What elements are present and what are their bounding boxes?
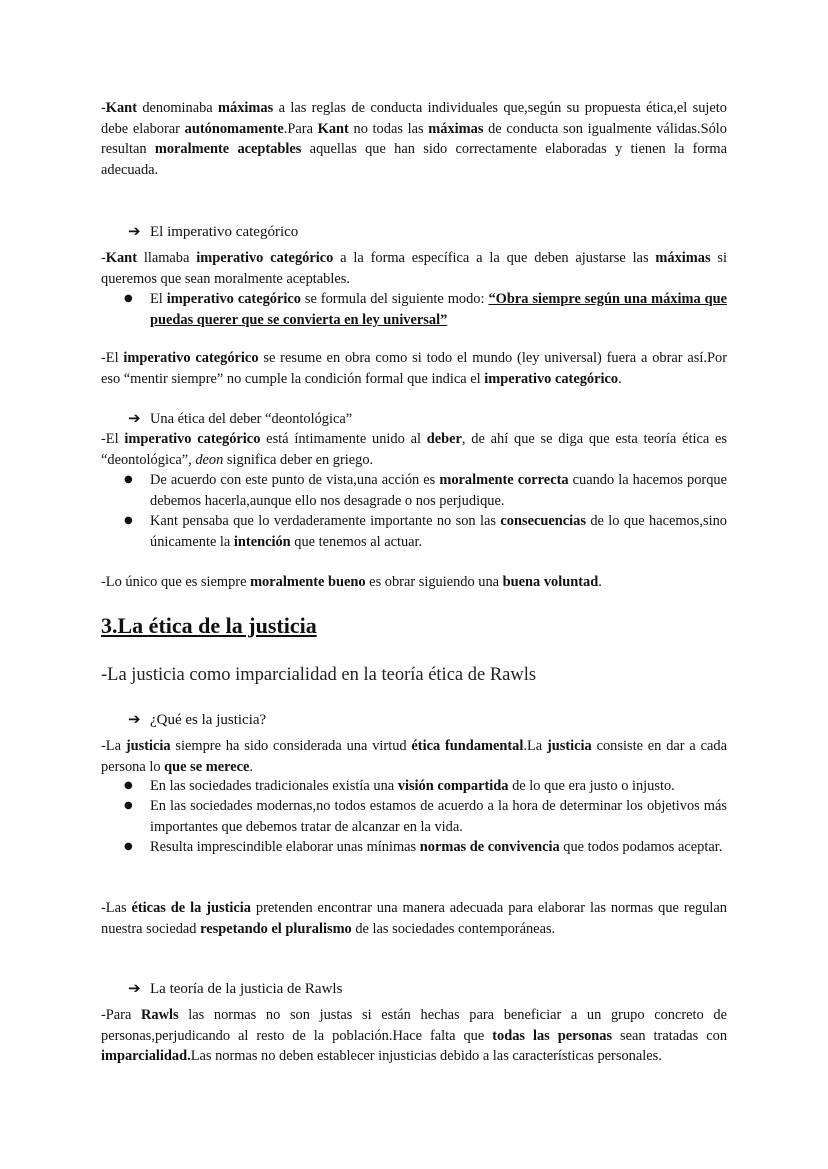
bullet-icon: ● (124, 800, 133, 811)
imperativo-paragraph: -Kant llamaba imperativo categórico a la forma específica a la que deben ajustarse las máximas si queremos que sean moralmente aceptables. (101, 250, 727, 287)
buena-voluntad-paragraph: -Lo único que es siempre moralmente bueno es obrar siguiendo una buena voluntad. (101, 574, 602, 590)
bullet-icon: ● (124, 780, 133, 791)
imperativo-resumen-paragraph: -El imperativo categórico se resume en obra como si todo el mundo (ley universal) fuera a obrar así.Por eso “mentir siempre” no cumple la condición formal que indica el imperativo categórico. (101, 350, 727, 387)
bullet-moralmente-correcta: ● De acuerdo con este punto de vista,una acción es moralmente correcta cuando la hacemos porque debemos hacerla,aunque ello nos desagrade o nos perjudique. (124, 472, 728, 509)
arrow-icon: ➔ (128, 409, 141, 427)
bullet-sociedades-modernas: ● En las sociedades modernas,no todos estamos de acuerdo a la hora de determinar los objetivos más importantes que debemos tratar de alcanzar en la vida. (124, 798, 727, 835)
heading-imperativo-categorico: ➔ El imperativo categórico (128, 222, 299, 240)
arrow-icon: ➔ (128, 710, 141, 728)
bullet-sociedades-tradicionales: ● En las sociedades tradicionales existía una visión compartida de lo que era justo o injusto. (150, 776, 727, 797)
section-subtitle: -La justicia como imparcialidad en la teoría ética de Rawls (101, 665, 537, 685)
rawls-paragraph: -Para Rawls las normas no son justas si están hechas para beneficiar a un grupo concreto de personas,perjudicando al resto de la población.Hace falta que todas las personas sean tratadas con imparcialidad.Las normas no deben establecer injusticias debido a las características personales. (101, 1007, 728, 1064)
eticas-justicia-paragraph: -Las éticas de la justicia pretenden encontrar una manera adecuada para elaborar las normas que regulan nuestra sociedad respetando el pluralismo de las sociedades contemporáneas. (101, 900, 727, 937)
bullet-icon: ● (124, 474, 133, 485)
bullet-icon: ● (124, 515, 133, 526)
bullet-normas-convivencia: ● Resulta imprescindible elaborar unas mínimas normas de convivencia que todos podamos aceptar. (150, 837, 727, 858)
section-title: 3.La ética de la justicia (101, 613, 317, 638)
bullet-icon: ● (124, 841, 133, 852)
kant-maximas-paragraph: -Kant denominaba máximas a las reglas de conducta individuales que,según su propuesta ética,el sujeto debe elaborar autónomamente.Para Kant no todas las máximas de conducta son igualmente válidas.Sólo resultan moralmente aceptables aquellas que han sido correctamente elaboradas y tienen la forma adecuada. (101, 100, 728, 178)
heading-etica-del-deber: ➔ Una ética del deber “deontológica” (128, 409, 353, 427)
heading-teoria-rawls: ➔ La teoría de la justicia de Rawls (128, 979, 343, 997)
arrow-icon: ➔ (128, 222, 141, 240)
deber-paragraph: -El imperativo categórico está íntimamente unido al deber, de ahí que se diga que esta teoría ética es “deontológica”, deon significa deber en griego. (101, 431, 728, 468)
heading-que-es-justicia: ➔ ¿Qué es la justicia? (128, 710, 267, 728)
arrow-icon: ➔ (128, 979, 141, 997)
justicia-paragraph: -La justicia siempre ha sido considerada una virtud ética fundamental.La justicia consiste en dar a cada persona lo que se merece. (101, 738, 727, 775)
bullet-consecuencias: ● Kant pensaba que lo verdaderamente importante no son las consecuencias de lo que hacemos,sino únicamente la intención que tenemos al actuar. (124, 513, 727, 550)
bullet-icon: ● (124, 293, 133, 304)
bullet-imperativo-formula: ● El imperativo categórico se formula del siguiente modo: “Obra siempre según una máxima que puedas querer que se convierta en ley universal” (124, 291, 727, 328)
